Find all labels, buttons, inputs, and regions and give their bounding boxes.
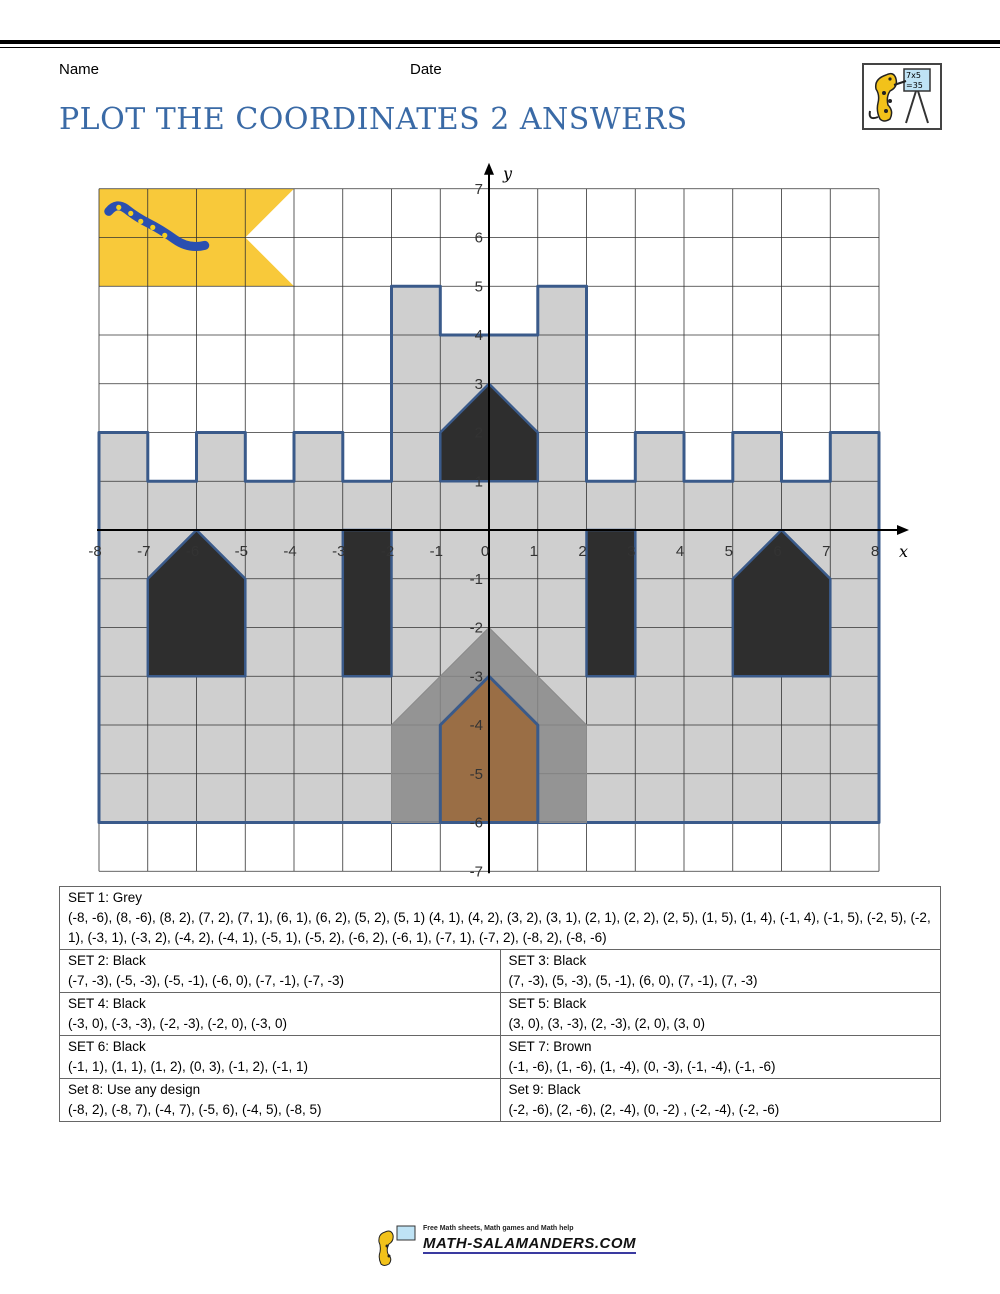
x-tick-label: 3 xyxy=(627,543,636,560)
x-tick-label: 7 xyxy=(822,543,831,560)
set-title: SET 5: Black xyxy=(508,996,587,1011)
y-tick-label: -3 xyxy=(469,668,483,686)
x-tick-label: 4 xyxy=(675,543,685,560)
y-tick-label: -6 xyxy=(469,814,483,832)
y-axis-label: y xyxy=(503,163,513,183)
set-coords: (-7, -3), (-5, -3), (-5, -1), (-6, 0), (-7, -1), (-7, -3) xyxy=(68,973,345,988)
table-row xyxy=(60,887,941,950)
date-label: Date xyxy=(410,61,442,78)
salamander-spot xyxy=(150,225,155,230)
y-tick-label: -7 xyxy=(469,863,483,881)
set-coords: (-3, 0), (-3, -3), (-2, -3), (-2, 0), (-3, 0) xyxy=(68,1016,288,1031)
set-coords: (-1, 1), (1, 1), (1, 2), (0, 3), (-1, 2), (-1, 1) xyxy=(68,1059,309,1074)
set-coords: (-8, 2), (-8, 7), (-4, 7), (-5, 6), (-4, 5), (-8, 5) xyxy=(68,1102,322,1117)
set-coords: (7, -3), (5, -3), (5, -1), (6, 0), (7, -1), (7, -3) xyxy=(508,973,758,988)
set-cell xyxy=(60,887,941,950)
x-tick-label: -5 xyxy=(234,543,248,560)
y-tick-label: -2 xyxy=(469,619,483,637)
set-coords: (-2, -6), (2, -6), (2, -4), (0, -2) , (-2, -4), (-2, -6) xyxy=(508,1102,780,1117)
x-tick-label: 2 xyxy=(578,543,587,560)
set-cell xyxy=(60,1036,501,1079)
set-title: SET 3: Black xyxy=(508,953,587,968)
set-cell xyxy=(60,993,501,1036)
table-row xyxy=(60,950,941,993)
y-tick-label: 3 xyxy=(474,375,483,393)
x-tick-label: -1 xyxy=(429,543,443,560)
salamander-spot xyxy=(162,233,167,238)
set-cell xyxy=(500,1036,941,1079)
name-label: Name xyxy=(59,61,100,78)
x-tick-label: -2 xyxy=(380,543,395,560)
footer-brand: MATH-SALAMANDERS.COM xyxy=(423,1235,637,1252)
x-tick-label: 5 xyxy=(724,543,733,560)
y-tick-label: 7 xyxy=(474,180,483,198)
answers-table xyxy=(59,886,941,1122)
x-tick-label: -3 xyxy=(332,543,346,560)
y-tick-label: 6 xyxy=(474,229,483,247)
x-tick-label: 6 xyxy=(773,543,782,560)
table-row xyxy=(60,1036,941,1079)
table-row xyxy=(60,993,941,1036)
salamander-spot xyxy=(116,205,121,210)
set-coords: (-1, -6), (1, -6), (1, -4), (0, -3), (-1, -4), (-1, -6) xyxy=(508,1059,776,1074)
set-title: SET 4: Black xyxy=(68,996,146,1011)
set-title: SET 1: Grey xyxy=(68,890,143,905)
coordinate-grid xyxy=(0,150,1000,890)
y-tick-label: 5 xyxy=(474,278,483,296)
set-cell xyxy=(500,1079,941,1122)
set-title: SET 2: Black xyxy=(68,953,146,968)
set-cell xyxy=(500,993,941,1036)
x-tick-label: 0 xyxy=(480,543,490,560)
page-title: PLOT THE COORDINATES 2 ANSWERS xyxy=(59,102,688,137)
y-axis-arrow xyxy=(484,163,494,175)
x-tick-label: 8 xyxy=(870,543,880,560)
x-tick-label: -8 xyxy=(88,543,102,560)
y-tick-label: 4 xyxy=(474,327,483,344)
table-row xyxy=(60,1079,941,1122)
x-axis-label: x xyxy=(899,542,909,561)
set-title: Set 8: Use any design xyxy=(68,1082,201,1097)
set-cell xyxy=(60,950,501,993)
y-tick-label: 1 xyxy=(474,473,483,491)
x-tick-label: -4 xyxy=(283,543,297,560)
set-coords: (-8, -6), (8, -6), (8, 2), (7, 2), (7, 1), (6, 1), (6, 2), (5, 2), (5, 1) (4, 1), (4, 2), (3, 2), (3, 1), (2, 1), (2, 2), (2, 5), (1, 5), (1, 4), (-1, 4), (-1, 5), (-2, 5), (-2, 1), (-3, 1), (-3, 2), (-4, 2), (-4, 1), (-5, 1), (-5, 2), (-6, 2), (-6, 1), (-7, 1), (-7, 2), (-8, 2), (-8, -6) xyxy=(68,910,931,945)
x-tick-label: 1 xyxy=(529,543,538,560)
set-cell xyxy=(60,1079,501,1122)
salamander-spot xyxy=(138,219,143,224)
y-tick-label: -1 xyxy=(469,570,483,588)
y-tick-label: 2 xyxy=(474,424,483,442)
set-title: SET 6: Black xyxy=(68,1039,146,1054)
x-axis-arrow xyxy=(897,525,909,535)
footer-tagline: Free Math sheets, Math games and Math help xyxy=(423,1225,574,1232)
footer xyxy=(375,1224,635,1274)
svg-text:7x5: 7x5 xyxy=(906,71,921,80)
x-tick-label: -6 xyxy=(185,543,200,560)
y-tick-label: -4 xyxy=(469,717,483,734)
y-tick-label: -5 xyxy=(469,765,483,783)
salamander-footer-icon xyxy=(375,1224,419,1272)
top-rule xyxy=(0,40,1000,44)
set-cell xyxy=(500,950,941,993)
set-coords: (3, 0), (3, -3), (2, -3), (2, 0), (3, 0) xyxy=(508,1016,706,1031)
x-tick-label: -7 xyxy=(137,543,151,560)
set-title: SET 7: Brown xyxy=(508,1039,592,1054)
set-title: Set 9: Black xyxy=(508,1082,581,1097)
salamander-logo-icon xyxy=(862,63,942,130)
salamander-spot xyxy=(128,211,133,216)
top-rule-thin xyxy=(0,47,1000,48)
svg-text:=35: =35 xyxy=(906,81,923,90)
